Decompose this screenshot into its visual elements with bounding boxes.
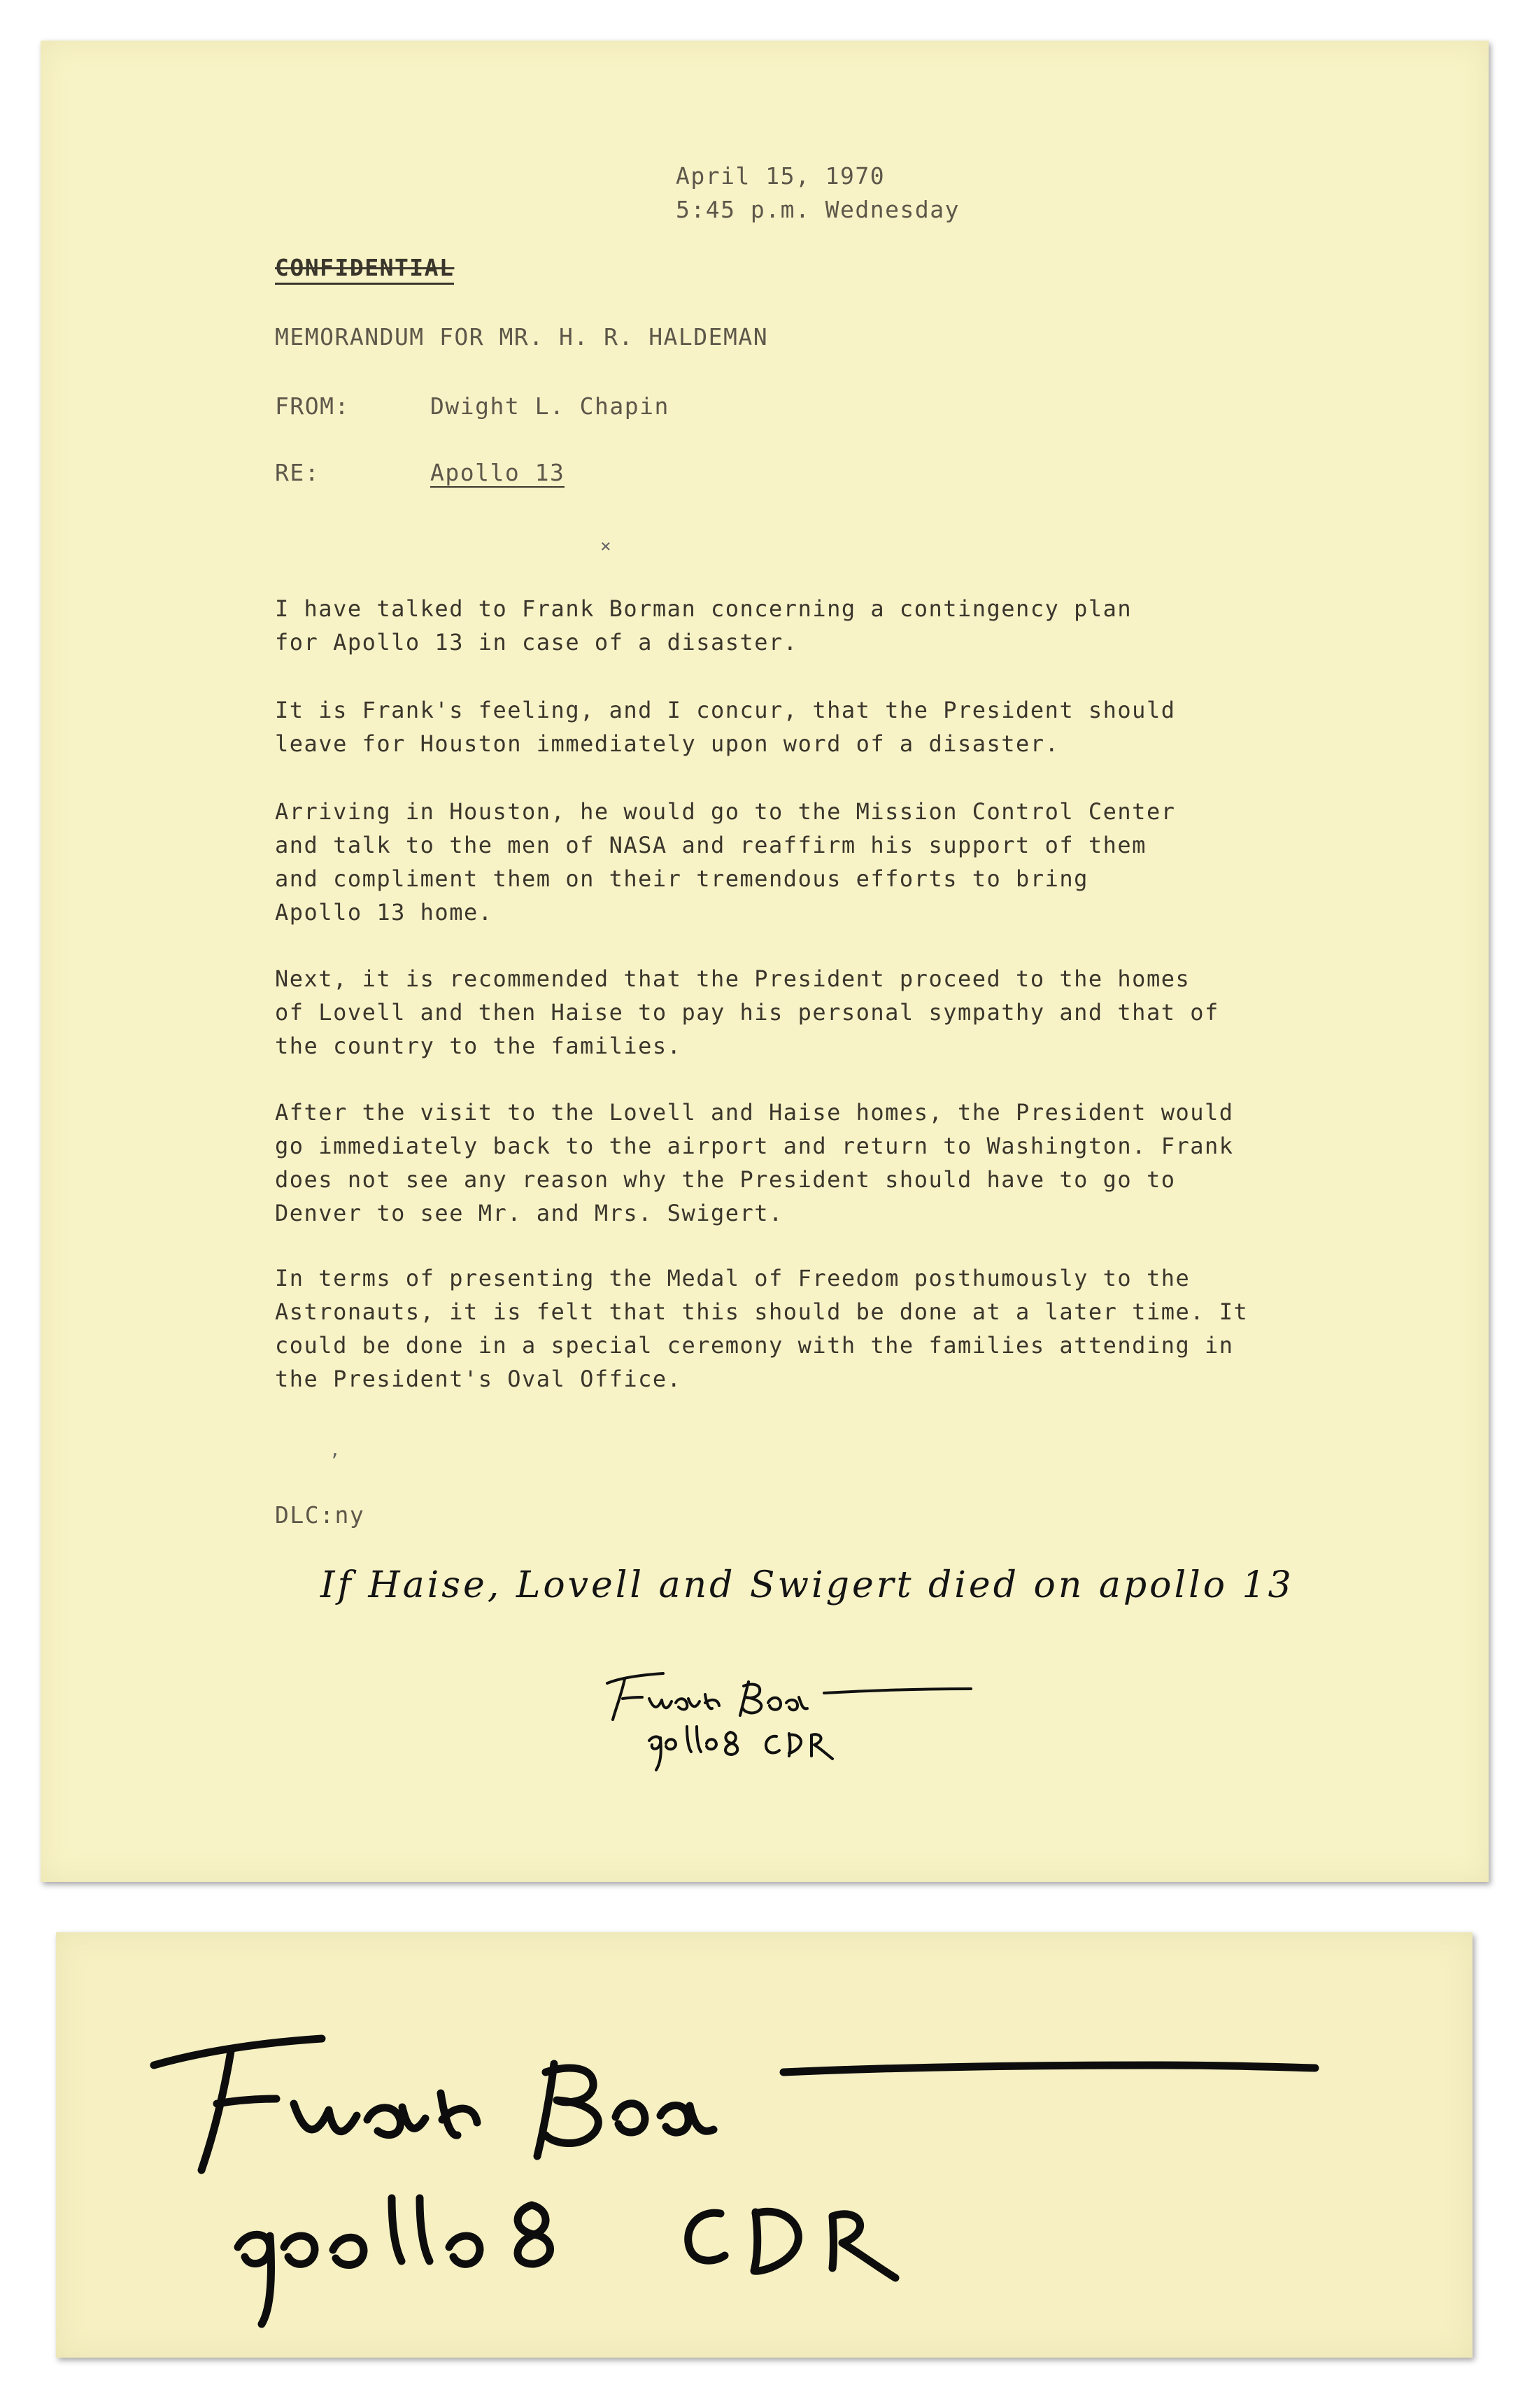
memo-time: 5:45 p.m. Wednesday [676,196,960,223]
paragraph-line: Arriving in Houston, he would go to the Mission Control Center [275,798,1176,825]
paragraph-line: leave for Houston immediately upon word of a disaster. [275,730,1060,757]
paragraph-line: Apollo 13 home. [275,899,493,926]
re-label: RE: [275,459,320,486]
signature-detail-panel [56,1932,1473,2358]
stray-mark: , [329,1440,341,1461]
paragraph-line: go immediately back to the airport and return to Washington. Frank [275,1133,1234,1159]
paragraph-line: Denver to see Mr. and Mrs. Swigert. [275,1200,783,1226]
stray-mark: × [600,536,611,557]
memo-sheet [41,41,1489,1882]
re-value: Apollo 13 [430,459,565,486]
paragraph-5 [275,1096,1234,1230]
paragraph-line: and talk to the men of NASA and reaffirm his support of them [275,832,1147,858]
paragraph-line: I have talked to Frank Borman concerning a contingency plan [275,595,1133,622]
memo-heading: MEMORANDUM FOR MR. H. R. HALDEMAN [275,323,769,350]
paragraph-line: does not see any reason why the President should have to go to [275,1166,1176,1193]
paragraph-line: could be done in a special ceremony with the families attending in [275,1332,1234,1359]
typist-initials: DLC:ny [275,1501,365,1529]
paragraph-line: It is Frank's feeling, and I concur, that the President should [275,697,1176,723]
handwritten-note: If Haise, Lovell and Swigert died on apollo 13 [320,1564,1294,1606]
paragraph-line: of Lovell and then Haise to pay his personal sympathy and that of [275,999,1219,1026]
from-label: FROM: [275,392,350,420]
paragraph-2 [275,693,1175,760]
paragraph-1 [275,592,1132,659]
signature-large [126,1960,1427,2338]
paragraph-line: Next, it is recommended that the President proceed to the homes [275,965,1191,992]
classification-label: CONFIDENTIAL [275,254,454,285]
memo-date-block [676,160,960,227]
paragraph-3 [275,795,1175,929]
paragraph-line: for Apollo 13 in case of a disaster. [275,629,798,656]
paragraph-line: the country to the families. [275,1033,682,1059]
paragraph-line: the President's Oval Office. [275,1366,682,1392]
paragraph-6 [275,1261,1248,1396]
paragraph-line: Astronauts, it is felt that this should be done at a later time. It [275,1298,1249,1325]
memo-date: April 15, 1970 [676,162,886,190]
paragraph-4 [275,962,1219,1063]
signature-small [593,1643,1041,1783]
paragraph-line: and compliment them on their tremendous efforts to bring [275,865,1088,892]
from-value: Dwight L. Chapin [430,392,669,420]
paragraph-line: In terms of presenting the Medal of Freedom posthumously to the [275,1265,1191,1291]
paragraph-line: After the visit to the Lovell and Haise homes, the President would [275,1099,1234,1126]
